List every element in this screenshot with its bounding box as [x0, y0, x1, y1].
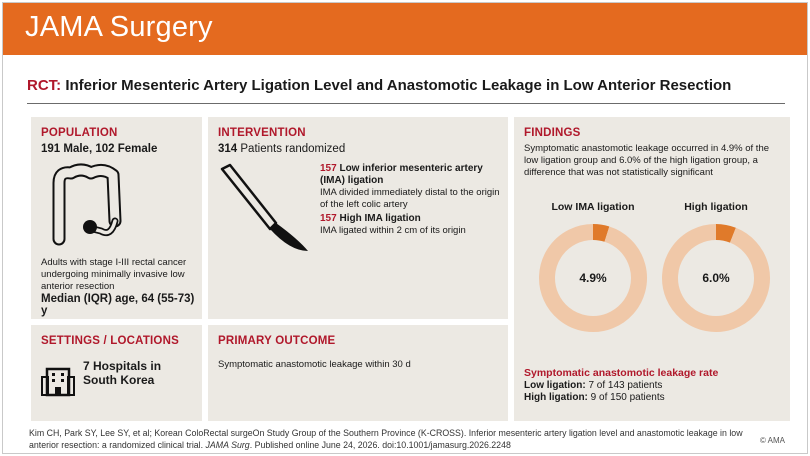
population-heading: POPULATION [41, 127, 118, 139]
population-sex: 191 Male, 102 Female [41, 143, 158, 155]
journal-header [3, 3, 807, 55]
rate-high-label: High ligation: [524, 392, 588, 403]
copyright: © AMA [759, 436, 785, 445]
donut-value-label-1: 6.0% [702, 271, 730, 285]
page-title [27, 77, 787, 94]
outcome-text: Symptomatic anastomotic leakage within 30 d [218, 359, 411, 370]
journal-title: JAMA Surgery [25, 11, 213, 43]
low-donut [534, 219, 652, 337]
intervention-panel [208, 117, 508, 319]
group-high-label: High IMA ligation [339, 213, 421, 224]
donut-value-label-0: 4.9% [579, 271, 607, 285]
hospital-building-icon [41, 363, 75, 397]
randomized-count: 314 [218, 143, 238, 155]
colon-icon [41, 161, 131, 249]
settings-heading: SETTINGS / LOCATIONS [41, 335, 179, 347]
group-high [320, 213, 504, 225]
citation-line-1: Kim CH, Park SY, Lee SY, et al; Korean ColoRectal surgeOn Study Group of the Southern Province (K-CROSS). Inferior mesenteric artery ligation level and anastomotic leakage in low [29, 428, 743, 438]
population-age: Median (IQR) age, 64 (55-73) y [41, 293, 195, 317]
title-text: Inferior Mesenteric Artery Ligation Level and Anastomotic Leakage in Low Anterior Resection [65, 77, 732, 94]
leak-slice-1 [716, 232, 733, 235]
chart-high-title: High ligation [684, 201, 748, 213]
chart-low-ligation [534, 201, 652, 337]
randomized-line [218, 143, 345, 155]
settings-text: 7 Hospitals in South Korea [83, 359, 162, 387]
rate-heading: Symptomatic anastomotic leakage rate [524, 367, 719, 379]
scalpel-icon [216, 161, 312, 257]
citation-line-2a: anterior resection: a randomized clinical trial. [29, 439, 204, 450]
high-donut [657, 219, 775, 337]
rate-low-label: Low ligation: [524, 380, 586, 391]
chart-low-title: Low IMA ligation [551, 201, 635, 213]
chart-high-ligation [657, 201, 775, 337]
population-panel [31, 117, 202, 319]
citation-journal: JAMA Surg [205, 439, 250, 450]
randomized-label: Patients randomized [240, 143, 346, 155]
group-low [320, 163, 504, 187]
citation-line-2b: . Published online June 24, 2026. doi:10.1001/jamasurg.2026.2248 [249, 439, 511, 450]
citation [29, 428, 749, 451]
findings-panel [514, 117, 790, 421]
group-high-count: 157 [320, 213, 337, 224]
group-high-description: IMA ligated within 2 cm of its origin [320, 225, 466, 236]
intervention-heading: INTERVENTION [218, 127, 306, 139]
population-description: Adults with stage I-III rectal cancer undergoing minimally invasive low anterior resection [41, 257, 187, 292]
rate-high [524, 392, 665, 403]
findings-heading: FINDINGS [524, 127, 581, 139]
findings-summary: Symptomatic anastomotic leakage occurred in 4.9% of the low ligation group and 6.0% of the high ligation group, a difference that was not statistically significant [524, 143, 770, 178]
group-low-description: IMA divided immediately distal to the origin of the left colic artery [320, 187, 500, 210]
title-divider [27, 103, 785, 104]
leak-slice-0 [593, 232, 607, 234]
infographic-frame [2, 2, 808, 454]
rct-tag: RCT: [27, 77, 62, 94]
outcome-heading: PRIMARY OUTCOME [218, 335, 336, 347]
rate-low [524, 380, 662, 391]
rate-high-value: 9 of 150 patients [590, 392, 665, 403]
group-low-label: Low inferior mesenteric artery (IMA) ligation [320, 163, 483, 186]
settings-panel [31, 325, 202, 421]
outcome-panel [208, 325, 508, 421]
group-low-count: 157 [320, 163, 337, 174]
rate-low-value: 7 of 143 patients [588, 380, 663, 391]
